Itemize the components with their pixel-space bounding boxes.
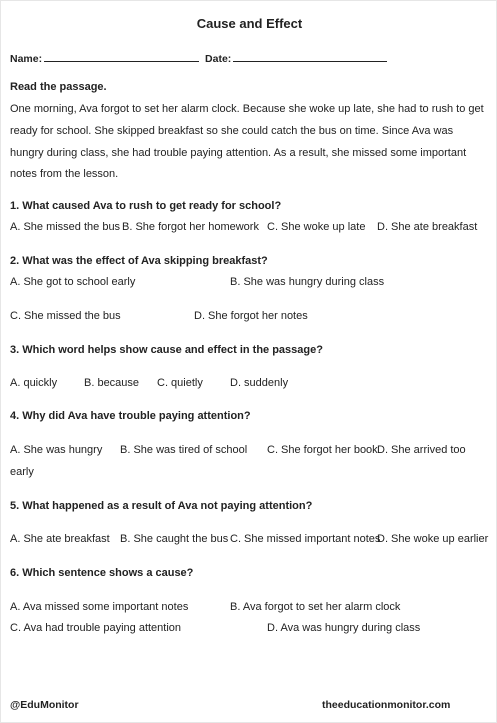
q6-option-d[interactable]: D. Ava was hungry during class <box>267 622 421 634</box>
q3-option-b[interactable]: B. because <box>84 377 140 389</box>
q1-option-d[interactable]: D. She ate breakfast <box>377 221 478 233</box>
q4-option-d[interactable]: D. She arrived too <box>377 444 466 456</box>
question-1: 1. What caused Ava to rush to get ready for school? <box>10 200 282 212</box>
q3-option-d[interactable]: D. suddenly <box>230 377 289 389</box>
q5-option-d[interactable]: D. She woke up earlier <box>377 533 489 545</box>
q6-option-c[interactable]: C. Ava had trouble paying attention <box>10 622 182 634</box>
date-blank-line[interactable] <box>233 52 387 62</box>
q5-option-a[interactable]: A. She ate breakfast <box>10 533 110 545</box>
q5-option-b[interactable]: B. She caught the bus <box>120 533 229 545</box>
q4-option-d-continued[interactable]: early <box>10 466 34 478</box>
q1-option-b[interactable]: B. She forgot her homework <box>122 221 259 233</box>
question-3: 3. Which word helps show cause and effect in the passage? <box>10 344 323 356</box>
passage-text: One morning, Ava forgot to set her alarm clock. Because she woke up late, she had to rush to get ready for school. She skipped breakfast so she could catch the bus on time. Since Ava was hungry during class, she had trouble paying attention. As a result, she missed some important notes from the lesson. <box>10 103 484 181</box>
worksheet-title: Cause and Effect <box>196 16 303 31</box>
name-label: Name: <box>10 53 43 65</box>
instruction: Read the passage. <box>10 81 107 93</box>
q6-option-b[interactable]: B. Ava forgot to set her alarm clock <box>230 601 401 613</box>
q2-option-b[interactable]: B. She was hungry during class <box>230 276 385 288</box>
name-date-row <box>10 52 390 65</box>
question-6: 6. Which sentence shows a cause? <box>10 567 194 579</box>
q3-option-a[interactable]: A. quickly <box>10 377 58 389</box>
q2-option-c[interactable]: C. She missed the bus <box>10 310 121 322</box>
q6-option-a[interactable]: A. Ava missed some important notes <box>10 601 189 613</box>
q4-option-a[interactable]: A. She was hungry <box>10 444 103 456</box>
q4-option-b[interactable]: B. She was tired of school <box>120 444 248 456</box>
date-label: Date: <box>205 53 232 65</box>
q5-option-c[interactable]: C. She missed important notes <box>230 533 381 545</box>
footer-website[interactable]: theeducationmonitor.com <box>322 699 451 711</box>
question-5: 5. What happened as a result of Ava not paying attention? <box>10 500 313 512</box>
question-2: 2. What was the effect of Ava skipping breakfast? <box>10 255 268 267</box>
q3-option-c[interactable]: C. quietly <box>157 377 203 389</box>
name-blank-line[interactable] <box>44 52 199 62</box>
q1-option-a[interactable]: A. She missed the bus <box>10 221 121 233</box>
q2-option-d[interactable]: D. She forgot her notes <box>194 310 308 322</box>
q4-option-c[interactable]: C. She forgot her book <box>267 444 378 456</box>
question-4: 4. Why did Ava have trouble paying attention? <box>10 410 251 422</box>
q1-option-c[interactable]: C. She woke up late <box>267 221 366 233</box>
q2-option-a[interactable]: A. She got to school early <box>10 276 136 288</box>
footer-handle: @EduMonitor <box>10 699 79 711</box>
